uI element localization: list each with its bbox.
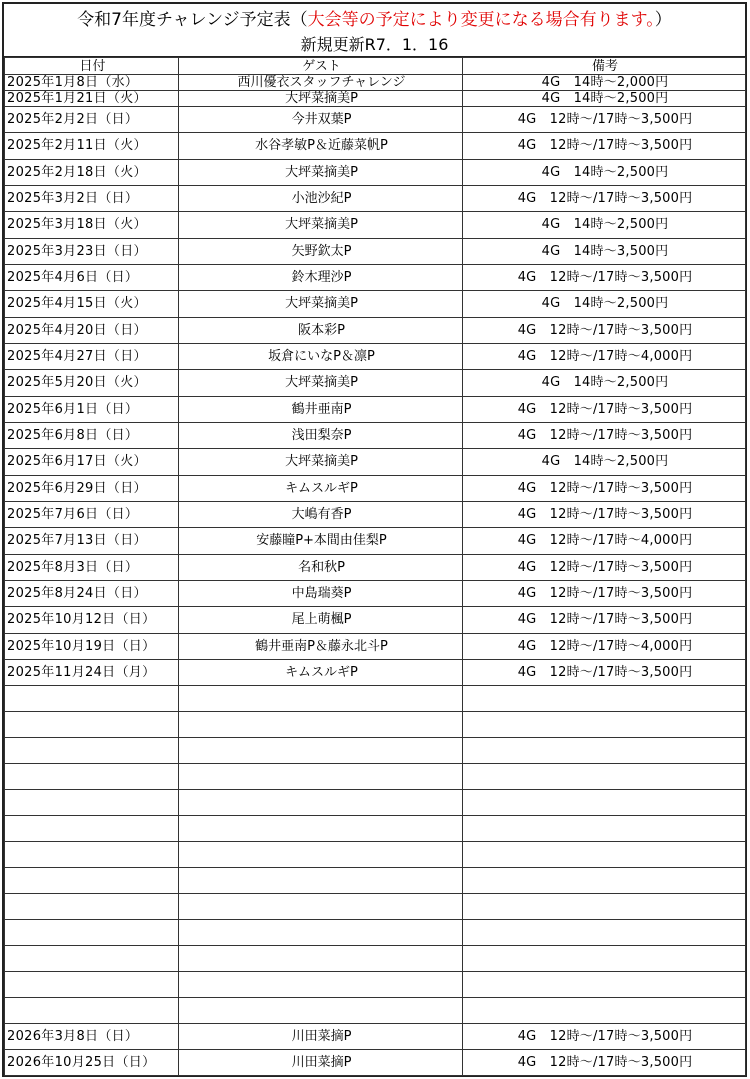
- row-date: 2025年11月24日（月）: [5, 660, 179, 686]
- row-date: 2025年2月2日（日）: [5, 107, 179, 133]
- table-row: [5, 423, 746, 449]
- row-date: 2025年5月20日（火）: [5, 370, 179, 397]
- schedule-sheet: [2, 2, 747, 1077]
- row-date: [5, 972, 179, 998]
- update-date: 新規更新R7．1．16: [300, 35, 449, 54]
- row-guest: 大坪菜摘美P: [179, 291, 463, 318]
- row-guest: 安藤瞳P+本間由佳梨P: [179, 528, 463, 555]
- row-guest: 大坪菜摘美P: [179, 91, 463, 107]
- row-guest: [179, 764, 463, 790]
- title-area: [4, 4, 745, 57]
- row-guest: [179, 894, 463, 920]
- table-row: [5, 133, 746, 160]
- row-date: 2025年2月18日（火）: [5, 160, 179, 186]
- row-date: 2025年6月29日（日）: [5, 476, 179, 502]
- row-guest: [179, 998, 463, 1024]
- row-guest: 矢野欽太P: [179, 239, 463, 265]
- row-note: 4G 14時～2,500円: [463, 212, 746, 239]
- table-header-row: [5, 58, 746, 75]
- row-note: 4G 12時～/17時～3,500円: [463, 607, 746, 634]
- table-row: [5, 91, 746, 107]
- row-note: 4G 12時～/17時～3,500円: [463, 555, 746, 581]
- row-guest: [179, 712, 463, 738]
- row-date: 2025年4月20日（日）: [5, 318, 179, 344]
- row-date: [5, 712, 179, 738]
- row-date: 2025年10月19日（日）: [5, 634, 179, 660]
- row-guest: 今井双葉P: [179, 107, 463, 133]
- row-note: 4G 12時～/17時～3,500円: [463, 265, 746, 291]
- row-date: [5, 764, 179, 790]
- row-guest: 大坪菜摘美P: [179, 212, 463, 239]
- row-date: [5, 946, 179, 972]
- row-guest: [179, 790, 463, 816]
- table-row: [5, 660, 746, 686]
- blank-row: [5, 686, 746, 712]
- row-guest: 大嶋有香P: [179, 502, 463, 528]
- table-row: [5, 212, 746, 239]
- title-main: 令和7年度チャレンジ予定表（: [77, 10, 308, 30]
- schedule-table: [4, 57, 746, 1076]
- table-row: [5, 186, 746, 212]
- title-close: ）: [654, 10, 672, 30]
- row-note: [463, 972, 746, 998]
- table-row: [5, 607, 746, 634]
- row-guest: [179, 816, 463, 842]
- page-title: [4, 10, 745, 30]
- row-date: 2025年4月15日（火）: [5, 291, 179, 318]
- table-row: [5, 555, 746, 581]
- row-note: 4G 12時～/17時～3,500円: [463, 502, 746, 528]
- row-note: 4G 14時～2,500円: [463, 91, 746, 107]
- row-guest: 鈴木理沙P: [179, 265, 463, 291]
- row-note: 4G 12時～/17時～4,000円: [463, 344, 746, 370]
- row-guest: [179, 738, 463, 764]
- row-guest: [179, 972, 463, 998]
- row-date: [5, 998, 179, 1024]
- row-guest: 中島瑞葵P: [179, 581, 463, 607]
- table-row: [5, 502, 746, 528]
- row-guest: [179, 686, 463, 712]
- row-note: [463, 894, 746, 920]
- blank-row: [5, 998, 746, 1024]
- row-date: [5, 868, 179, 894]
- row-note: [463, 868, 746, 894]
- row-note: 4G 12時～/17時～3,500円: [463, 133, 746, 160]
- row-note: 4G 12時～/17時～4,000円: [463, 634, 746, 660]
- column-header-date: 日付: [5, 58, 179, 75]
- row-date: [5, 920, 179, 946]
- blank-row: [5, 894, 746, 920]
- row-date: [5, 894, 179, 920]
- row-date: 2025年6月17日（火）: [5, 449, 179, 476]
- table-row: [5, 449, 746, 476]
- title-notice: 大会等の予定により変更になる場合有ります。: [307, 10, 655, 30]
- row-guest: 鶴井亜南P＆藤永北斗P: [179, 634, 463, 660]
- row-note: [463, 920, 746, 946]
- table-row: [5, 581, 746, 607]
- row-date: [5, 686, 179, 712]
- row-date: 2025年1月8日（水）: [5, 75, 179, 91]
- row-date: 2025年6月1日（日）: [5, 397, 179, 423]
- row-date: 2025年2月11日（火）: [5, 133, 179, 160]
- row-date: [5, 738, 179, 764]
- table-row: [5, 160, 746, 186]
- table-row: [5, 397, 746, 423]
- row-note: 4G 12時～/17時～3,500円: [463, 423, 746, 449]
- row-date: 2025年7月6日（日）: [5, 502, 179, 528]
- row-guest: [179, 868, 463, 894]
- row-guest: 小池沙紀P: [179, 186, 463, 212]
- row-note: [463, 738, 746, 764]
- table-row: [5, 265, 746, 291]
- row-note: 4G 12時～/17時～3,500円: [463, 581, 746, 607]
- row-note: 4G 14時～2,000円: [463, 75, 746, 91]
- row-date: 2026年10月25日（日）: [5, 1050, 179, 1076]
- row-date: 2026年3月8日（日）: [5, 1024, 179, 1050]
- row-date: 2025年4月6日（日）: [5, 265, 179, 291]
- row-note: 4G 12時～/17時～3,500円: [463, 107, 746, 133]
- column-header-note: 備考: [463, 58, 746, 75]
- row-note: 4G 12時～/17時～3,500円: [463, 476, 746, 502]
- row-date: [5, 842, 179, 868]
- row-note: 4G 14時～2,500円: [463, 449, 746, 476]
- blank-row: [5, 920, 746, 946]
- row-date: [5, 816, 179, 842]
- row-note: [463, 816, 746, 842]
- row-guest: 川田菜摘P: [179, 1050, 463, 1076]
- table-row: [5, 370, 746, 397]
- row-note: 4G 12時～/17時～3,500円: [463, 318, 746, 344]
- row-note: 4G 12時～/17時～3,500円: [463, 660, 746, 686]
- blank-row: [5, 816, 746, 842]
- row-date: 2025年3月2日（日）: [5, 186, 179, 212]
- row-date: 2025年3月18日（火）: [5, 212, 179, 239]
- row-guest: キムスルギP: [179, 476, 463, 502]
- table-row: [5, 1050, 746, 1076]
- row-note: 4G 14時～2,500円: [463, 370, 746, 397]
- row-date: 2025年6月8日（日）: [5, 423, 179, 449]
- row-guest: 大坪菜摘美P: [179, 160, 463, 186]
- row-date: 2025年10月12日（日）: [5, 607, 179, 634]
- row-note: [463, 686, 746, 712]
- blank-row: [5, 790, 746, 816]
- row-guest: キムスルギP: [179, 660, 463, 686]
- row-note: [463, 790, 746, 816]
- row-guest: 大坪菜摘美P: [179, 449, 463, 476]
- row-note: [463, 946, 746, 972]
- column-header-guest: ゲスト: [179, 58, 463, 75]
- row-guest: 水谷孝敏P＆近藤菜帆P: [179, 133, 463, 160]
- blank-row: [5, 972, 746, 998]
- table-row: [5, 1024, 746, 1050]
- row-note: 4G 14時～3,500円: [463, 239, 746, 265]
- table-row: [5, 239, 746, 265]
- row-guest: 坂倉にいなP＆凛P: [179, 344, 463, 370]
- row-note: 4G 12時～/17時～3,500円: [463, 1050, 746, 1076]
- row-note: 4G 12時～/17時～3,500円: [463, 397, 746, 423]
- row-note: 4G 12時～/17時～3,500円: [463, 1024, 746, 1050]
- row-date: [5, 790, 179, 816]
- blank-row: [5, 738, 746, 764]
- blank-row: [5, 764, 746, 790]
- row-date: 2025年7月13日（日）: [5, 528, 179, 555]
- row-guest: 名和秋P: [179, 555, 463, 581]
- row-date: 2025年8月24日（日）: [5, 581, 179, 607]
- row-guest: 鶴井亜南P: [179, 397, 463, 423]
- row-note: 4G 14時～2,500円: [463, 291, 746, 318]
- row-note: [463, 712, 746, 738]
- row-date: 2025年1月21日（火）: [5, 91, 179, 107]
- row-note: 4G 12時～/17時～4,000円: [463, 528, 746, 555]
- blank-row: [5, 868, 746, 894]
- row-guest: [179, 946, 463, 972]
- row-note: [463, 998, 746, 1024]
- row-note: 4G 14時～2,500円: [463, 160, 746, 186]
- row-date: 2025年3月23日（日）: [5, 239, 179, 265]
- row-guest: [179, 920, 463, 946]
- table-row: [5, 318, 746, 344]
- row-date: 2025年8月3日（日）: [5, 555, 179, 581]
- row-note: [463, 764, 746, 790]
- row-note: [463, 842, 746, 868]
- row-guest: 大坪菜摘美P: [179, 370, 463, 397]
- table-row: [5, 75, 746, 91]
- blank-row: [5, 842, 746, 868]
- table-row: [5, 634, 746, 660]
- row-guest: 阪本彩P: [179, 318, 463, 344]
- row-guest: [179, 842, 463, 868]
- table-row: [5, 528, 746, 555]
- row-guest: 西川優衣スタッフチャレンジ: [179, 75, 463, 91]
- table-row: [5, 344, 746, 370]
- row-guest: 尾上萌楓P: [179, 607, 463, 634]
- row-guest: 川田菜摘P: [179, 1024, 463, 1050]
- row-guest: 浅田梨奈P: [179, 423, 463, 449]
- table-row: [5, 291, 746, 318]
- table-row: [5, 476, 746, 502]
- row-date: 2025年4月27日（日）: [5, 344, 179, 370]
- blank-row: [5, 946, 746, 972]
- table-row: [5, 107, 746, 133]
- row-note: 4G 12時～/17時～3,500円: [463, 186, 746, 212]
- blank-row: [5, 712, 746, 738]
